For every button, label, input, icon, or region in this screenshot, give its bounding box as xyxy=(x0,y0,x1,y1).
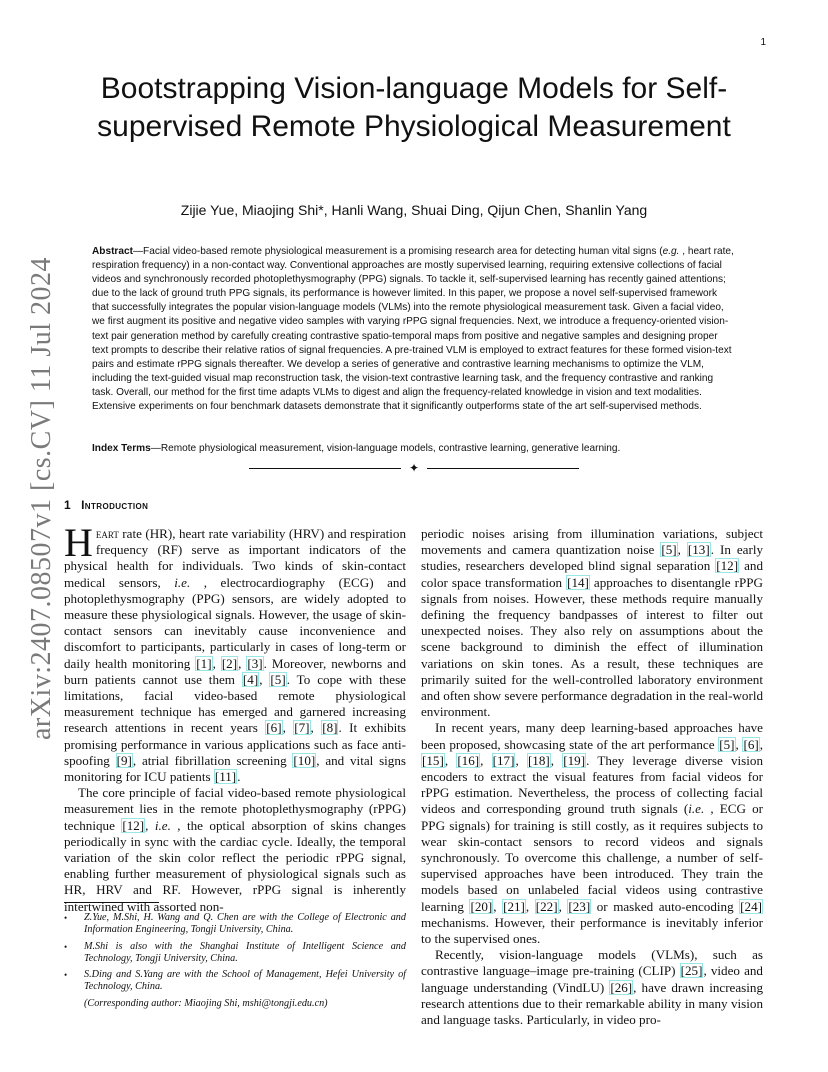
intro-paragraph-3 xyxy=(421,720,763,947)
text-span: approaches to disentangle rPPG signals from noises. However, these methods require manually defining the frequency bandpasses of interest to filter out unexpected noises. They also rely on assumptions about the scene background to diminish the effect of illumination variations on skin tones. As a result, these techniques are primarily suited for the well-controlled laboratory environment and often show severe performance degradation in the real-world environment. xyxy=(421,574,763,720)
section-heading xyxy=(64,498,148,512)
separator-diamond-icon: ✦ xyxy=(408,461,420,475)
citation-link[interactable]: [4] xyxy=(242,671,259,687)
section-separator xyxy=(244,460,584,476)
separator-rule-left xyxy=(249,468,401,469)
citation-link[interactable]: [2] xyxy=(221,655,238,671)
bullet-icon: • xyxy=(64,941,68,952)
text-span: , have drawn increasing research attentions due to their remarkable ability in many vision and language tasks. Particularly, in video pro- xyxy=(421,979,764,1028)
text-span: i.e. xyxy=(688,801,705,817)
text-span: or masked auto-encoding xyxy=(591,898,740,914)
text-span: Z.Yue, M.Shi, H. Wang and Q. Chen are with the College of Electronic and Information Engineering, Tongji University, China. xyxy=(84,912,406,936)
bullet-icon: • xyxy=(64,970,68,981)
text-span: , xyxy=(558,898,568,914)
text-span: , xyxy=(212,655,221,671)
text-span: , ECG or PPG signals) for training is still costly, as it requires subjects to wear skin-contact sensors to record videos and signals synchronously. To overcome this challenge, a number of self-supervised approaches have been introduced. They train the models based on unlabeled facial videos using contrastive learning xyxy=(421,801,763,914)
citation-link[interactable]: [9] xyxy=(116,752,132,768)
page-number: 1 xyxy=(760,37,766,48)
citation-link[interactable]: [5] xyxy=(719,736,735,752)
text-span: , xyxy=(480,752,492,768)
footnotes xyxy=(64,912,406,1014)
text-span: , xyxy=(759,736,764,752)
text-span: , xyxy=(310,720,322,736)
text-span: In recent years, many deep learning-based approaches have been proposed, showcasing state of the art performance xyxy=(421,720,763,752)
text-span: and color space transformation xyxy=(421,558,763,590)
citation-link[interactable]: [24] xyxy=(740,898,762,914)
citation-link[interactable]: [16] xyxy=(457,752,480,768)
citation-link[interactable]: [11] xyxy=(214,769,237,785)
text-span: , xyxy=(282,720,294,736)
citation-link[interactable]: [14] xyxy=(567,574,589,590)
citation-link[interactable]: [17] xyxy=(492,752,515,768)
text-span: periodic noises arising from illumination variations, subject movements and camera quantization noise xyxy=(421,526,763,558)
text-span: , xyxy=(677,542,687,558)
citation-link[interactable]: [25] xyxy=(680,963,703,979)
abstract-text-continued: , heart rate, respiration frequency) in a non-contact way. Conventional approaches are mostly supervised learning, requiring extensive collections of facial videos and synchronously recorded photoplethysmography (PPG) signals. To tackle it, self-supervised learning has recently gained attentions; due to the lack of ground truth PPG signals, its performance is however limited. In this paper, we propose a novel self-supervised framework that successfully integrates the popular vision-language models (VLMs) into the remote physiological measurement task. Given a facial video, we first augment its positive and negative video samples with varying rPPG signal frequencies. Next, we introduce a frequency-oriented vision-text pair generation method by carefully creating contrastive spatio-temporal maps from positive and negative samples and designing proper text prompts to describe their relative ratios of signal frequencies. A pre-trained VLM is employed to extract features for these formed vision-text pairs and estimate rPPG signals thereafter. We develop a series of generative and contrastive learning mechanisms to optimize the VLM, including the text-guided visual map reconstruction task, the vision-text contrastive learning task, and the frequency contrastive and ranking task. Overall, our method for the first time adapts VLMs to digest and align the frequency-related knowledge in vision and text modalities. Extensive experiments on four benchmark datasets demonstrate that it significantly outperforms state of the art self-supervised methods. xyxy=(92,246,734,413)
citation-link[interactable]: [12] xyxy=(716,558,739,574)
text-span: , the optical absorption of skins changes periodically in sync with the cardiac cycle. Ideally, the temporal variation of the skin color reflect the periodic rPPG signal, enabling further measurement of physiological signals such as HR, HRV and RF. However, rPPG signal is inherently intertwined with assorted non- xyxy=(64,817,407,914)
citation-link[interactable]: [18] xyxy=(527,752,550,768)
text-span: . Moreover, newborns and burn patients cannot use them xyxy=(64,655,407,687)
text-span: . To cope with these limitations, facial video-based remote physiological measurement technique has emerged and garnered increasing research attentions in recent years xyxy=(64,671,406,736)
text-span: Recently, vision-language models (VLMs), such as contrastive language–image pre-training (CLIP) xyxy=(421,947,763,979)
abstract xyxy=(92,245,736,414)
citation-link[interactable]: [20] xyxy=(470,898,493,914)
text-span: , xyxy=(515,752,527,768)
citation-link[interactable]: [1] xyxy=(196,655,212,671)
intro-paragraph-4 xyxy=(421,947,763,1028)
citation-link[interactable]: [23] xyxy=(568,898,591,914)
citation-link[interactable]: [26] xyxy=(610,979,633,995)
text-span: i.e. xyxy=(154,817,171,833)
text-span: , and vital signs monitoring for ICU patients xyxy=(64,752,406,785)
abstract-label: Abstract xyxy=(92,246,133,257)
intro-paragraph-2 xyxy=(64,785,406,915)
citation-link[interactable]: [15] xyxy=(422,752,444,768)
drop-cap-continuation: eart xyxy=(95,526,119,541)
citation-link[interactable]: [6] xyxy=(266,720,282,736)
citation-link[interactable]: [5] xyxy=(270,671,286,687)
intro-paragraph-1 xyxy=(64,520,407,785)
paper-title: Bootstrapping Vision-language Models for Self-supervised Remote Physiological Measurement xyxy=(97,72,731,143)
index-terms-label: Index Terms xyxy=(92,443,151,454)
index-terms-text: —Remote physiological measurement, vision-language models, contrastive learning, generative learning. xyxy=(150,443,621,454)
citation-link[interactable]: [13] xyxy=(687,542,710,558)
text-span: , atrial fibrillation screening xyxy=(132,752,293,768)
citation-link[interactable]: [10] xyxy=(293,752,316,768)
footnote-item xyxy=(64,941,406,966)
citation-link[interactable]: [7] xyxy=(294,720,310,736)
text-span: , electrocardiography (ECG) and photoplethysmography (PPG) sensors, are widely adopted to measure these physiological signals. However, the usage of skin-contact sensors can inevitably cause inconvenience and discomfort to participants, particularly in cases of long-term or daily health monitoring xyxy=(64,574,406,671)
text-span: , video and language understanding (VindLU) xyxy=(421,963,763,995)
arxiv-identifier-stamp: arXiv:2407.08507v1 [cs.CV] 11 Jul 2024 xyxy=(26,256,57,740)
citation-link[interactable]: [5] xyxy=(661,542,677,558)
text-span: M.Shi is also with the Shanghai Institute of Intelligent Science and Technology, Tongji University, China. xyxy=(84,940,406,964)
text-span: mechanisms. However, their performance is inevitably inferior to the supervised ones. xyxy=(421,914,763,947)
index-terms xyxy=(92,442,736,456)
text-span: , xyxy=(259,671,270,687)
footnote-item xyxy=(64,912,406,937)
text-span: . xyxy=(237,769,241,785)
text-span: , xyxy=(550,752,563,768)
citation-link[interactable]: [22] xyxy=(535,898,558,914)
citation-link[interactable]: [8] xyxy=(322,720,338,736)
footnote-rule xyxy=(64,902,159,903)
right-column xyxy=(421,526,763,1028)
author-list: Zijie Yue, Miaojing Shi*, Hanli Wang, Shuai Ding, Qijun Chen, Shanlin Yang xyxy=(180,202,648,218)
abstract-text: —Facial video-based remote physiological measurement is a promising research area for detecting human vital signs ( xyxy=(132,246,663,257)
text-span: , xyxy=(493,898,503,914)
citation-link[interactable]: [21] xyxy=(503,898,525,914)
intro-paragraph-2-continued xyxy=(421,526,763,720)
text-span: rate (HR), heart rate variability (HRV) and respiration frequency (RF) serve as important indicators of the physical health for individuals. Two kinds of skin-contact medical sensors, xyxy=(64,526,406,590)
text-span: , xyxy=(735,736,743,752)
drop-cap: H xyxy=(64,520,93,565)
text-span: (Corresponding author: Miaojing Shi, mshi@tongji.edu.cn) xyxy=(84,997,328,1009)
citation-link[interactable]: [6] xyxy=(743,736,759,752)
footnote-item xyxy=(64,969,406,994)
text-span: , xyxy=(444,752,457,768)
text-span: i.e. xyxy=(174,574,191,590)
text-span: The core principle of facial video-based remote physiological measurement lies in the remote photoplethysmography (rPPG) technique xyxy=(64,785,406,833)
citation-link[interactable]: [12] xyxy=(122,817,145,833)
bullet-icon: • xyxy=(64,913,68,923)
text-span: . They leverage diverse vision encoders to extract the visual features from facial videos for rPPG estimation. Nevertheless, the process of collecting facial videos and corresponding ground truth signals ( xyxy=(421,752,764,817)
text-span: , xyxy=(525,898,535,914)
text-span: . In early studies, researchers developed blind signal separation xyxy=(421,542,764,574)
section-number: 1 xyxy=(64,498,72,512)
text-span: S.Ding and S.Yang are with the School of Management, Hefei University of Technology, China. xyxy=(84,969,406,993)
abstract-eg: e.g. xyxy=(662,246,680,257)
section-title: Introduction xyxy=(81,498,149,512)
citation-link[interactable]: [3] xyxy=(247,655,263,671)
separator-rule-right xyxy=(427,468,579,469)
text-span: , xyxy=(238,655,247,671)
text-span: . It exhibits promising performance in various applications such as face anti-spoofing xyxy=(64,720,407,768)
text-span: , xyxy=(145,817,155,833)
citation-link[interactable]: [19] xyxy=(563,752,586,768)
footnote-item xyxy=(64,998,406,1010)
left-column xyxy=(64,520,407,915)
